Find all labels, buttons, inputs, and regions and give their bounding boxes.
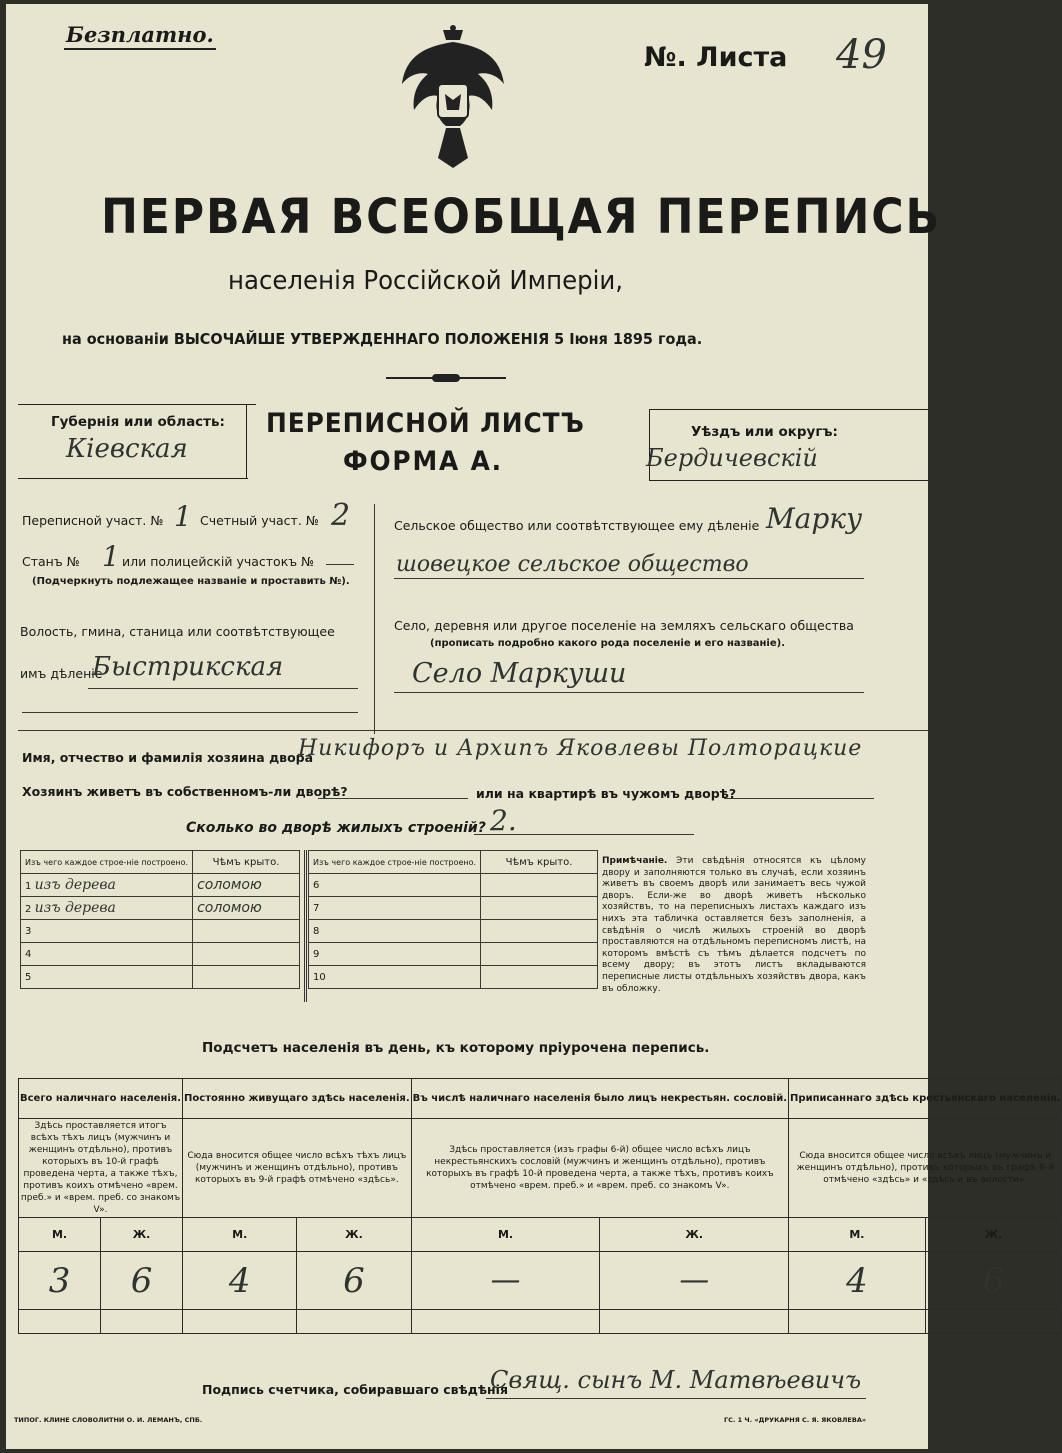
society-label: Сельское общество или соотвѣтствующее ему дѣленіе — [394, 518, 760, 533]
signature-label: Подпись счетчика, собиравшаго свѣдѣнія — [202, 1382, 508, 1397]
col-roof: Чѣмъ крыто. — [481, 851, 598, 874]
row-num: 5 — [21, 966, 193, 989]
total-female-value: 6 — [101, 1252, 183, 1310]
f-label: Ж. — [297, 1218, 411, 1252]
province-value: Кіевская — [66, 434, 188, 464]
buildings-table-left — [20, 850, 300, 989]
volost-value: Быстрикская — [92, 652, 284, 682]
census-sheet — [6, 4, 1061, 1449]
table-row — [21, 920, 300, 943]
divider-ornament — [386, 374, 506, 382]
free-label: Безплатно. — [66, 22, 214, 47]
col-material: Изъ чего каждое строе-ніе построено. — [309, 851, 481, 874]
population-table — [18, 1078, 1062, 1334]
col-roof: Чѣмъ крыто. — [193, 851, 300, 874]
col-total-desc: Здѣсь проставляется итогъ всѣхъ тѣхъ лицъ (мужчинъ и женщинъ отдѣльно), противъ которыхъ въ 10-й графѣ проведена черта, а также тѣхъ, противъ коихъ отмѣчено «врем. преб.» и «врем. преб. со знакомъ V». — [19, 1119, 183, 1218]
page-subtitle: населенія Россійской Имперіи, — [228, 266, 624, 296]
table-row — [21, 966, 300, 989]
sheet-number-label: №. Листа — [644, 42, 788, 73]
district-value: Бердичевскій — [646, 444, 818, 472]
col-nonpeasant-desc: Здѣсь проставляется (изъ графы 6-й) общее число всѣхъ лицъ некрестьянскихъ сословій (мужчинъ и женщинъ отдѣльно), противъ которыхъ въ графѣ 10-й проведена черта, а также тѣхъ, противъ коихъ отмѣчено «врем. преб.» и «врем. преб. со знакомъ V». — [411, 1119, 788, 1218]
double-headed-eagle-icon — [398, 24, 508, 172]
m-label: М. — [789, 1218, 926, 1252]
counting-area-value: 2 — [331, 498, 351, 533]
row-num: 8 — [309, 920, 481, 943]
note-heading: Примѣчаніе. — [602, 856, 668, 866]
village-value: Село Маркуши — [412, 658, 627, 689]
peasant-female-value: 6 — [925, 1252, 1062, 1310]
nonpeasant-male-value: — — [411, 1252, 600, 1310]
volost-label-2: имъ дѣленіе — [20, 666, 103, 681]
district-label: Уѣздъ или округъ: — [691, 424, 838, 440]
stan-value: 1 — [102, 540, 120, 573]
census-area-label: Переписной участ. № — [22, 513, 164, 528]
printer-right: ГС. 1 Ч. «ДРУКАРНЯ С. Я. ЯКОВЛЕВА» — [724, 1416, 867, 1424]
province-label: Губернія или область: — [51, 414, 225, 430]
volost-blank-2 — [22, 712, 358, 713]
volost-label: Волость, гмина, станица или соотвѣтствующее — [20, 624, 335, 639]
row-num: 6 — [309, 874, 481, 897]
population-heading: Подсчетъ населенія въ день, къ которому пріурочена перепись. — [202, 1040, 710, 1056]
f-label: Ж. — [925, 1218, 1062, 1252]
table-row — [309, 897, 598, 920]
note-text: Эти свѣдѣнія относятся къ цѣлому двору и заполняются только въ случаѣ, если хозяинъ живетъ въ своемъ дворѣ или занимаетъ весь чужой дворъ. Если-же во дворѣ живетъ нѣсколько хозяйствъ, то на переписныхъ листахъ каждаго изъ нихъ эта табличка оставляется безъ заполненія, а свѣдѣнія о числѣ жилыхъ строеній во дворѣ проставляются на отдѣльномъ переписномъ листѣ, на которомъ вмѣстѣ съ тѣмъ дѣлается подсчетъ по всему двору; въ этотъ листъ вкладываются переписные листы отдѣльныхъ хозяйствъ двора, какъ въ обложку. — [602, 856, 866, 994]
col-material: Изъ чего каждое строе-ніе построено. — [21, 851, 193, 874]
f-label: Ж. — [101, 1218, 183, 1252]
police-blank — [326, 564, 354, 565]
census-area-value: 1 — [174, 500, 192, 533]
m-label: М. — [183, 1218, 297, 1252]
m-label: М. — [19, 1218, 101, 1252]
buildings-blank — [474, 834, 694, 835]
permanent-male-value: 4 — [183, 1252, 297, 1310]
society-blank — [394, 578, 864, 579]
peasant-male-value: 4 — [789, 1252, 926, 1310]
district-top-rule — [649, 409, 928, 410]
row-num: 4 — [21, 943, 193, 966]
page-title: ПЕРВАЯ ВСЕОБЩАЯ ПЕРЕПИСЬ — [101, 189, 942, 245]
society-value-2: шовецкое сельское общество — [396, 552, 749, 577]
nonpeasant-female-value: — — [600, 1252, 789, 1310]
col-peasant-head: Приписаннаго здѣсь крестьянскаго населенія. — [789, 1079, 1062, 1119]
province-bottom-rule — [18, 478, 248, 479]
owner-top-rule — [18, 730, 928, 731]
sheet-number-value: 49 — [836, 32, 887, 78]
row-roof: соломою — [193, 897, 300, 920]
police-label: или полицейскій участокъ № — [122, 554, 315, 569]
province-top-rule — [18, 404, 256, 405]
counting-area-label: Счетный участ. № — [200, 513, 319, 528]
tables-separator — [304, 850, 307, 1002]
table-row — [21, 943, 300, 966]
col-peasant-desc: Сюда вносится общее число всѣхъ лицъ (мужчинъ и женщинъ отдѣльно), противъ которыхъ въ графѣ 8-й отмѣчено «здѣсь» и «здѣсь и въ волости». — [789, 1119, 1062, 1218]
village-blank — [394, 692, 864, 693]
owner-label: Имя, отчество и фамилія хозяина двора — [22, 750, 314, 765]
basis-line: на основаніи ВЫСОЧАЙШЕ УТВЕРЖДЕННАГО ПОЛОЖЕНІЯ 5 Іюня 1895 года. — [62, 330, 703, 348]
buildings-label: Сколько во дворѣ жилыхъ строеній? — [186, 820, 486, 836]
table-row — [21, 897, 300, 920]
apartment-label: или на квартирѣ въ чужомъ дворѣ? — [476, 786, 737, 801]
row-material: изъ дерева — [34, 877, 116, 893]
society-value-1: Марку — [766, 502, 863, 535]
table-row — [21, 874, 300, 897]
total-male-value: 3 — [19, 1252, 101, 1310]
row-roof: соломою — [193, 874, 300, 897]
table-row — [309, 966, 598, 989]
own-yard-blank — [318, 798, 468, 799]
table-row — [309, 874, 598, 897]
owner-value: Никифоръ и Архипъ Яковлевы Полторацкие — [298, 736, 863, 761]
row-num: 9 — [309, 943, 481, 966]
table-row — [309, 920, 598, 943]
village-note: (прописать подробно какого рода поселеніе и его названіе). — [430, 638, 786, 649]
printer-left: ТИПОГ. КЛИНЕ СЛОВОЛИТНИ О. И. ЛЕМАНЪ, СПБ. — [14, 1416, 203, 1424]
col-nonpeasant-head: Въ числѣ наличнаго населенія было лицъ некрестьян. сословій. — [411, 1079, 788, 1119]
buildings-value: 2. — [490, 804, 517, 837]
table-row — [309, 943, 598, 966]
row-num: 10 — [309, 966, 481, 989]
free-underline — [64, 48, 216, 50]
row-material: изъ дерева — [34, 900, 116, 916]
form-subtitle: ФОРМА А. — [343, 446, 503, 477]
row-num: 2 — [25, 904, 32, 915]
col-total-head: Всего наличнаго населенія. — [19, 1079, 183, 1119]
stan-label: Станъ № — [22, 554, 80, 569]
signature-value: Свящ. сынъ М. Матвѣевичъ — [490, 1366, 862, 1394]
volost-blank — [88, 688, 358, 689]
fields-divider — [374, 504, 375, 734]
permanent-female-value: 6 — [297, 1252, 411, 1310]
col-permanent-desc: Сюда вносится общее число всѣхъ тѣхъ лицъ (мужчинъ и женщинъ отдѣльно), противъ которыхъ въ 9-й графѣ отмѣчено «здѣсь». — [183, 1119, 412, 1218]
district-bottom-rule — [649, 480, 928, 481]
note-block — [602, 856, 866, 995]
m-label: М. — [411, 1218, 600, 1252]
form-title: ПЕРЕПИСНОЙ ЛИСТЪ — [266, 408, 585, 439]
row-num: 7 — [309, 897, 481, 920]
apartment-blank — [724, 798, 874, 799]
stan-note: (Подчеркнуть подлежащее названіе и проставить №). — [32, 576, 350, 587]
col-permanent-head: Постоянно живущаго здѣсь населенія. — [183, 1079, 412, 1119]
f-label: Ж. — [600, 1218, 789, 1252]
row-num: 3 — [21, 920, 193, 943]
own-yard-label: Хозяинъ живетъ въ собственномъ-ли дворѣ? — [22, 784, 348, 799]
signature-line — [486, 1398, 866, 1399]
village-label: Село, деревня или другое поселеніе на земляхъ сельскаго общества — [394, 618, 854, 633]
row-num: 1 — [25, 881, 32, 892]
buildings-table-right — [308, 850, 598, 989]
province-right-rule — [246, 404, 247, 478]
